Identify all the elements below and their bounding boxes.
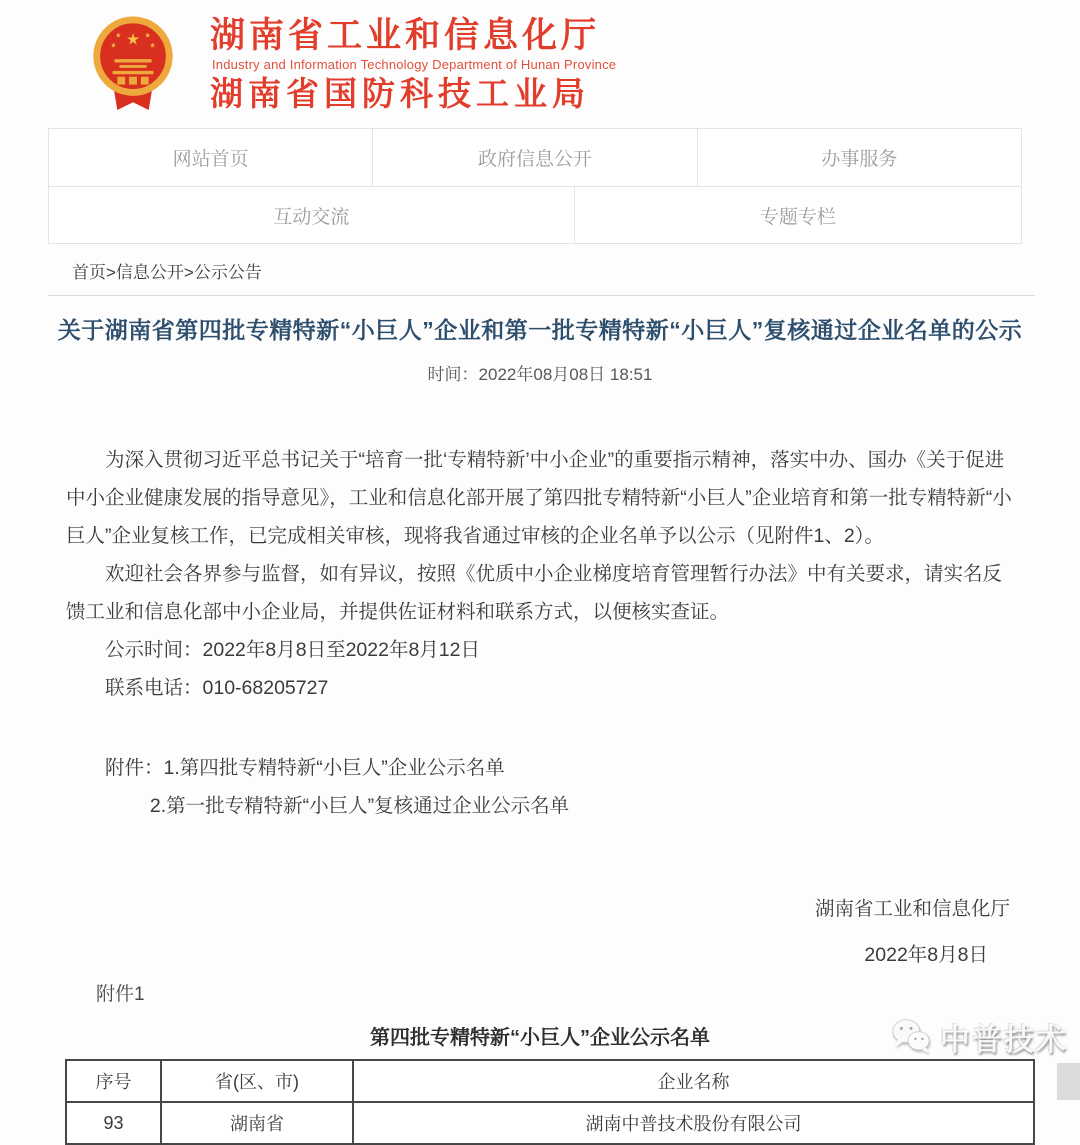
attachment1-label: 附件1 [96,984,145,1005]
breadcrumb[interactable]: 首页>信息公开>公示公告 [72,263,262,282]
svg-text:★: ★ [110,42,117,50]
svg-text:★: ★ [115,32,122,40]
nav-item-gov-info[interactable]: 政府信息公开 [372,129,696,186]
attachment-item-2: 2.第一批专精特新“小巨人”复核通过企业公示名单 [149,795,570,817]
breadcrumb-divider [48,295,1035,296]
cell-company: 湖南中普技术股份有限公司 [353,1102,1034,1144]
svg-text:★: ★ [144,32,151,40]
notice-period-line: 公示时间：2022年8月8日至2022年8月12日 [105,639,480,661]
watermark-text: 中普技术 [940,1024,1068,1057]
body-paragraph-1: 为深入贯彻习近平总书记关于“培育一批‘专精特新’中小企业”的重要指示精神，落实中办、国办《关于促进中小企业健康发展的指导意见》，工业和信息化部开展了第四批专精特新“小巨人”企业培育和第一批专精特新“小巨人”企业复核工作，已完成相关审核，现将我省通过审核的企业名单予以公示（见附件1、2）。 [66,449,1012,547]
nav-item-interaction[interactable]: 互动交流 [273,206,350,228]
publish-time: 时间：2022年08月08日 18:51 [427,365,653,384]
column-header-company: 企业名称 [353,1060,1034,1102]
column-header-province: 省(区、市) [161,1060,353,1102]
article-body [66,441,1014,825]
national-emblem-logo [84,12,182,116]
attachment-item-1: 附件：1.第四批专精特新“小巨人”企业公示名单 [105,757,505,779]
contact-phone-line: 联系电话：010-68205727 [105,677,329,699]
org-name-primary: 湖南省工业和信息化厅 [210,16,601,55]
nav-item-home[interactable]: 网站首页 [172,149,249,170]
column-header-seq: 序号 [66,1060,161,1102]
org-name-english: Industry and Information Technology Department of Hunan Province [212,57,617,72]
issue-date: 2022年8月8日 [864,944,988,966]
cell-seq: 93 [66,1102,161,1144]
nav-item-special-columns[interactable]: 专题专栏 [574,187,1021,243]
attachment-list [66,749,1014,825]
svg-text:★: ★ [125,31,141,49]
table-header-row [66,1060,1034,1102]
table-row [66,1102,1034,1144]
svg-text:★: ★ [149,42,156,50]
attachment1-table-title: 第四批专精特新“小巨人”企业公示名单 [370,1027,710,1049]
page-title: 关于湖南省第四批专精特新“小巨人”企业和第一批专精特新“小巨人”复核通过企业名单的公示 [57,317,1023,343]
nav-item-services[interactable]: 办事服务 [697,129,1021,186]
cell-province: 湖南省 [161,1102,353,1144]
org-name-secondary: 湖南省国防科技工业局 [210,75,590,112]
issuing-authority: 湖南省工业和信息化厅 [814,898,1010,920]
main-navigation [48,128,1022,244]
company-roster-table [65,1059,1035,1145]
body-paragraph-2: 欢迎社会各界参与监督，如有异议，按照《优质中小企业梯度培育管理暂行办法》中有关要求，请实名反馈工业和信息化部中小企业局，并提供佐证材料和联系方式，以便核实查证。 [66,563,1003,623]
corner-gray-box [1057,1063,1080,1100]
site-header [0,0,1080,128]
